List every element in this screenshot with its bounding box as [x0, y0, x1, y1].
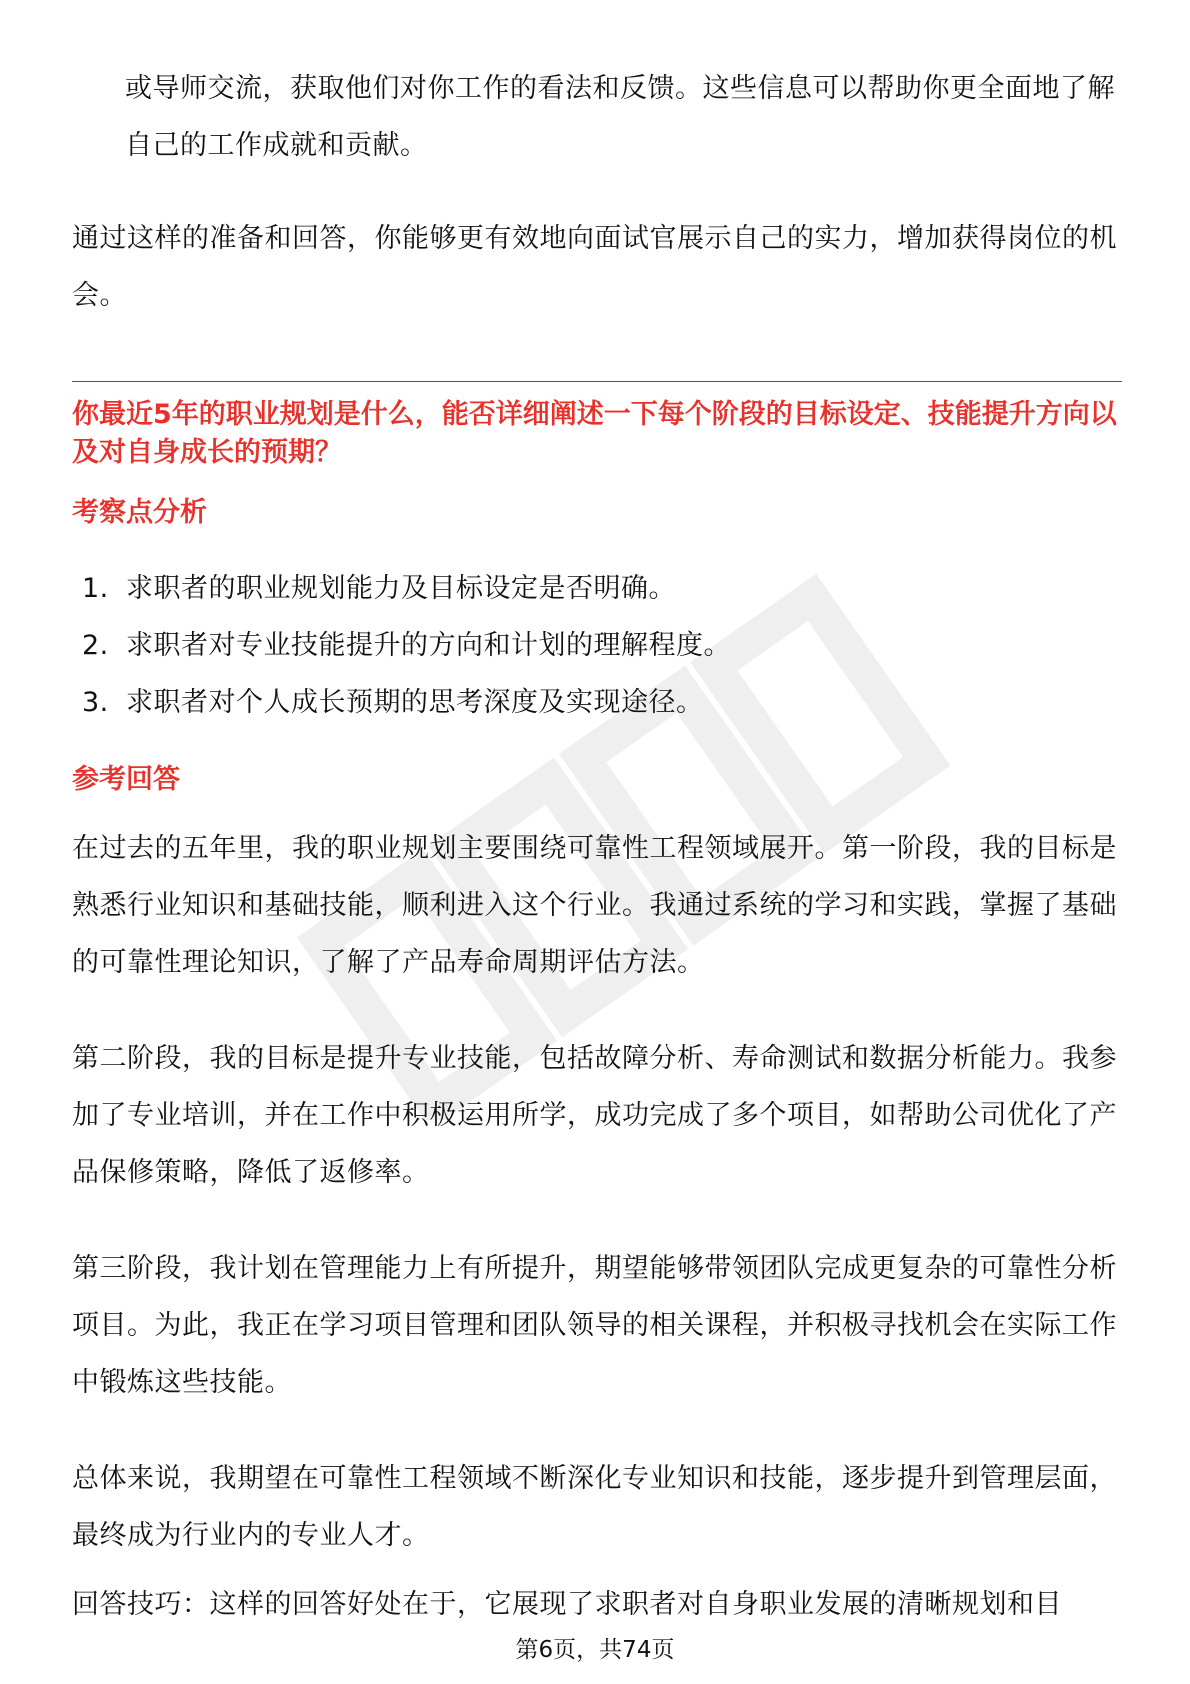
list-item-text: 求职者对个人成长预期的思考深度及实现途径。 — [126, 687, 704, 718]
list-item-number: 2. — [82, 630, 109, 661]
intro-conclusion-paragraph: 通过这样的准备和回答，你能够更有效地向面试官展示自己的实力，增加获得岗位的机会。 — [72, 223, 1117, 311]
list-item — [82, 617, 1122, 674]
list-item-text: 求职者的职业规划能力及目标设定是否明确。 — [126, 573, 676, 604]
list-item-text: 求职者对专业技能提升的方向和计划的理解程度。 — [126, 630, 731, 661]
answer-paragraph-3: 第三阶段，我计划在管理能力上有所提升，期望能够带领团队完成更复杂的可靠性分析项目。为此，我正在学习项目管理和团队领导的相关课程，并积极寻找机会在实际工作中锻炼这些技能。 — [72, 1253, 1117, 1398]
interview-question: 你最近5年的职业规划是什么，能否详细阐述一下每个阶段的目标设定、技能提升方向以及对自身成长的预期？ — [72, 399, 1117, 468]
answer-tips: 回答技巧：这样的回答好处在于，它展现了求职者对自身职业发展的清晰规划和目 — [72, 1589, 1062, 1620]
answer-paragraph-2: 第二阶段，我的目标是提升专业技能，包括故障分析、寿命测试和数据分析能力。我参加了专业培训，并在工作中积极运用所学，成功完成了多个项目，如帮助公司优化了产品保修策略，降低了返修率。 — [72, 1043, 1117, 1188]
analysis-list — [82, 560, 1122, 731]
answer-paragraph-1: 在过去的五年里，我的职业规划主要围绕可靠性工程领域展开。第一阶段，我的目标是熟悉行业知识和基础技能，顺利进入这个行业。我通过系统的学习和实践，掌握了基础的可靠性理论知识，了解了产品寿命周期评估方法。 — [72, 833, 1117, 978]
list-item-number: 1. — [82, 573, 109, 604]
answer-heading: 参考回答 — [72, 764, 180, 795]
section-divider — [72, 381, 1122, 382]
analysis-heading: 考察点分析 — [72, 497, 207, 528]
list-item — [82, 674, 1122, 731]
answer-paragraph-4: 总体来说，我期望在可靠性工程领域不断深化专业知识和技能，逐步提升到管理层面，最终成为行业内的专业人才。 — [72, 1463, 1117, 1551]
list-item — [82, 560, 1122, 617]
page-number: 第6页，共74页 — [515, 1637, 675, 1663]
list-item-number: 3. — [82, 687, 109, 718]
intro-indented-paragraph: 或导师交流，获取他们对你工作的看法和反馈。这些信息可以帮助你更全面地了解自己的工作成就和贡献。 — [125, 73, 1115, 161]
